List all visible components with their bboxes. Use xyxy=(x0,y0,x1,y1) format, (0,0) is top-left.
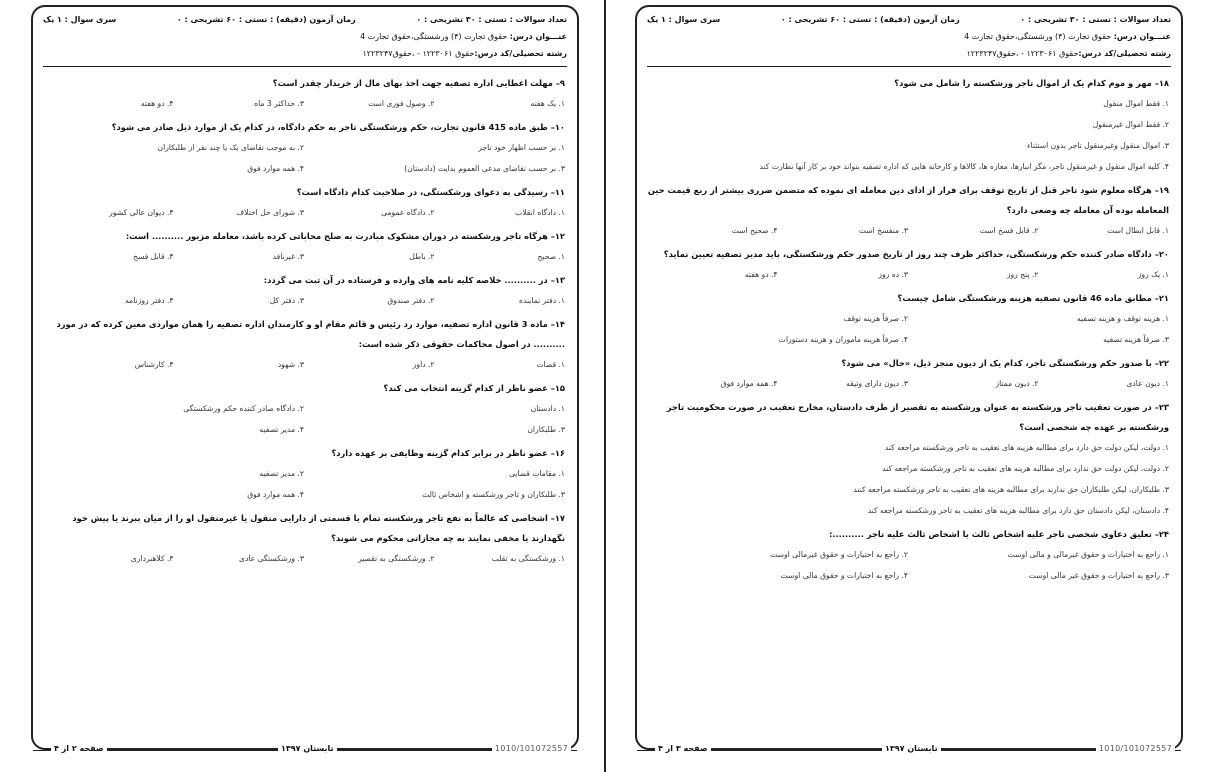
answer-option: ۲. دیون ممتاز xyxy=(995,379,1039,388)
answer-option: ۳. دیون دارای وثیقه xyxy=(846,379,908,388)
answer-option: ۴. قابل فسخ xyxy=(133,252,174,261)
answer-option: ۴. دیوان عالی کشور xyxy=(109,208,174,217)
answer-option: ۳. دفتر کل xyxy=(269,296,304,305)
exam-header xyxy=(33,7,577,67)
answer-option: ۱. فقط اموال منقول xyxy=(1103,99,1169,108)
answer-option: ۴. دو هفته xyxy=(744,270,778,279)
answer-option: ۳. طلبکاران xyxy=(527,425,565,434)
question-text: ۱۰– طبق ماده 415 قانون تجارت، حکم ورشکستگی تاجر به حکم دادگاه، در کدام یک از موارد ذیل صادر می شود؟ xyxy=(111,122,565,132)
answer-options xyxy=(647,308,1169,350)
answer-option: ۳. راجع به اختیارات و حقوق غیر مالی اوست xyxy=(1028,571,1169,580)
answer-option: ۱. دفتر نماینده xyxy=(518,296,565,305)
answer-option: ۲. قابل فسخ است xyxy=(979,226,1039,235)
course-title: حقوق تجارت (۴) ورشستگی،حقوق تجارت 4 xyxy=(360,32,508,41)
answer-options xyxy=(43,93,565,114)
answer-option: ۳. طلبکاران و تاجر ورشکسته و اشخاص ثالث xyxy=(422,490,565,499)
answer-option: ۱. قضات xyxy=(536,360,565,369)
field-code: حقوق ۱۲۲۳۰۶۱ - ،حقوق۱۲۲۳۲۴۷ xyxy=(966,49,1079,58)
answer-options xyxy=(647,544,1169,586)
answer-option: ۳. اموال منقول وغیرمنقول تاجر بدون استثناء xyxy=(1026,141,1169,150)
field-code: حقوق ۱۲۲۳۰۶۱ - ،حقوق۱۲۲۳۲۴۷ xyxy=(362,49,475,58)
answer-option: ۳. ده روز xyxy=(878,270,908,279)
answer-option: ۳. صرفاً هزینه تصفیه xyxy=(1103,335,1169,344)
answer-option: ۲. مدیر تصفیه xyxy=(259,469,304,478)
exam-page-2 xyxy=(31,5,579,753)
answer-option: ۴. همه موارد فوق xyxy=(247,164,304,173)
answer-options xyxy=(647,220,1169,241)
answer-option: ۴. راجع به اختیارات و حقوق مالی اوست xyxy=(780,571,908,580)
answer-option: ۲. راجع به اختیارات و حقوق غیرمالی اوست xyxy=(770,550,908,559)
answer-option: ۳. حداکثر 3 ماه xyxy=(254,99,304,108)
answer-option: ۲. باطل xyxy=(409,252,435,261)
answer-option: ۴. کلاهبرداری xyxy=(130,554,174,563)
answer-option: ۱. یک هفته xyxy=(530,99,565,108)
answer-options xyxy=(647,264,1169,285)
answer-options xyxy=(43,548,565,569)
exam-time: زمان آزمون (دقیقه) : تستی : ۶۰ تشریحی : ۰ xyxy=(780,15,960,24)
course-title-label: عنـــوان درس: xyxy=(1113,32,1171,41)
answer-option: ۴. کلیه اموال منقول و غیرمنقول تاجر، مگر انبارها، معازه ها، کالاها و کارخانه هایی که اداره تصفیه بتواند خود بر کار آنها نظارت کند xyxy=(759,162,1169,171)
question-text: ۱۷– اشخاصی که عالماً به نفع تاجر ورشکسته تمام یا قسمتی از دارایی منقول یا غیرمنقول او را از میان ببرند یا پیش خود نگهدارند یا مخفی نمایند به چه مجازاتی محکوم می شوند؟ xyxy=(72,513,565,543)
answer-option: ۳. شورای حل اختلاف xyxy=(236,208,304,217)
question-text: ۱۵– عضو ناظر از کدام گزینه انتخاب می کند؟ xyxy=(383,383,565,393)
question-text: ۹– مهلت اعطایی اداره تصفیه جهت اخذ بهای مال از خریدار چقدر است؟ xyxy=(272,78,565,88)
answer-option: ۱. دولت، لیکن دولت حق دارد برای مطالبه هزینه های تعقیب به تاجر ورشکسته مراجعه کند xyxy=(884,443,1169,452)
question-count: تعداد سوالات : تستی : ۳۰ تشریحی : ۰ xyxy=(416,15,567,24)
answer-options xyxy=(43,137,565,179)
answer-option: ۱. دادگاه انقلاب xyxy=(515,208,565,217)
answer-option: ۴. دو هفته xyxy=(140,99,174,108)
answer-option: ۲. صرفاً هزینه توقف xyxy=(843,314,908,323)
answer-option: ۴. همه موارد فوق xyxy=(720,379,778,388)
question-text: ۲۴– تعلیق دعاوی شخصی تاجر علیه اشخاص ثالث یا اشخاص ثالث علیه تاجر ..........: xyxy=(829,529,1169,539)
field-code-label: رشته تحصیلی/کد درس: xyxy=(1078,49,1171,58)
answer-option: ۱. راجع به اختیارات و حقوق غیرمالی و مالی اوست xyxy=(1007,550,1169,559)
question-text: ۱۳– در .......... خلاصه کلیه نامه های وارده و فرستاده در آن ثبت می گردد: xyxy=(263,275,565,285)
answer-option: ۴. صرفاً هزینه ماموران و هزینه دستورات xyxy=(778,335,908,344)
page-number: صفحه ۲ از ۴ xyxy=(51,744,107,753)
answer-option: ۳. منفسخ است xyxy=(858,226,908,235)
answer-option: ۲. دادگاه صادر کننده حکم ورشکستگی xyxy=(183,404,304,413)
answer-option: ۲. ورشکستگی به تقصیر xyxy=(358,554,435,563)
exam-code: 1010/101072557 xyxy=(1096,744,1175,753)
exam-page-3 xyxy=(635,5,1183,753)
answer-options xyxy=(647,373,1169,394)
question-text: ۱۴– ماده 3 قانون اداره تصفیه، موارد رد رئیس و قائم مقام او و کارمندان اداره تصفیه را همان مواردی معین کرده که در مورد .......... در اصول محاکمات حقوقی ذکر شده است: xyxy=(56,319,565,349)
course-title-label: عنـــوان درس: xyxy=(509,32,567,41)
answer-option: ۴. همه موارد فوق xyxy=(247,490,304,499)
question-text: ۲۱– مطابق ماده 46 قانون تصفیه هزینه ورشکستگی شامل چیست؟ xyxy=(897,293,1169,303)
answer-option: ۱. صحیح xyxy=(537,252,565,261)
question-list xyxy=(33,67,577,569)
answer-option: ۳. طلبکاران، لیکن طلبکاران حق ندارند برای مطالبه هزینه های تعقیب به تاجر ورشکسته مراجعه کنند xyxy=(853,485,1169,494)
page-footer xyxy=(33,743,577,757)
question-text: ۱۹– هرگاه معلوم شود تاجر قبل از تاریخ توقف برای فرار از ادای دین معامله ای نموده که متضمن ضرری بیشتر از ربع قیمت حین المعامله بوده آن معامله چه وضعی دارد؟ xyxy=(647,185,1169,215)
answer-options xyxy=(43,202,565,223)
answer-option: ۴. صحیح است xyxy=(731,226,778,235)
answer-options xyxy=(43,398,565,440)
answer-option: ۳. بر حسب تقاضای مدعی العموم بدایت (دادستان) xyxy=(404,164,565,173)
answer-option: ۲. دادگاه عمومی xyxy=(381,208,435,217)
course-title: حقوق تجارت (۴) ورشستگی،حقوق تجارت 4 xyxy=(964,32,1112,41)
answer-option: ۱. مقامات قضایی xyxy=(508,469,565,478)
question-text: ۱۱– رسیدگی به دعوای ورشکستگی، در صلاحیت کدام دادگاه است؟ xyxy=(296,187,565,197)
answer-option: ۴. دادستان، لیکن دادستان حق دارد برای مطالبه هزینه های تعقیب به تاجر ورشکسته مراجعه کند xyxy=(867,506,1169,515)
answer-option: ۱. دادستان xyxy=(530,404,565,413)
exam-time: زمان آزمون (دقیقه) : تستی : ۶۰ تشریحی : ۰ xyxy=(176,15,356,24)
question-text: ۱۲– هرگاه تاجر ورشکسته در دوران مشکوک مبادرت به صلح محاباتی کرده باشد، معامله مزبور .......... است: xyxy=(125,231,565,241)
question-text: ۲۳– در صورت تعقیب تاجر ورشکسته به عنوان ورشکسته به تقصیر از طرف دادستان، مخارج تعقیب در صورت محکومیت تاجر ورشکسته بر عهده چه شخصی است؟ xyxy=(666,402,1169,432)
answer-options xyxy=(647,437,1169,521)
question-text: ۱۸– مهر و موم کدام یک از اموال تاجر ورشکسته را شامل می شود؟ xyxy=(894,78,1169,88)
answer-option: ۱. قابل ابطال است xyxy=(1107,226,1169,235)
answer-option: ۳. غیرنافذ xyxy=(272,252,304,261)
answer-option: ۲. داور xyxy=(412,360,435,369)
answer-option: ۴. مدیر تصفیه xyxy=(259,425,304,434)
answer-option: ۲. دفتر صندوق xyxy=(387,296,435,305)
answer-option: ۱. دیون عادی xyxy=(1126,379,1169,388)
answer-option: ۳. شهود xyxy=(277,360,304,369)
answer-option: ۱. ورشکستگی به تقلب xyxy=(491,554,565,563)
answer-option: ۴. کارشناس xyxy=(134,360,174,369)
answer-option: ۲. فقط اموال غیرمنقول xyxy=(1092,120,1169,129)
answer-option: ۲. وصول فوری است xyxy=(368,99,435,108)
question-text: ۲۰– دادگاه صادر کننده حکم ورشکستگی، حداکثر ظرف چند روز از تاریخ صدور حکم ورشکستگی، باید مدیر تصفیه تعیین نماید؟ xyxy=(663,249,1169,259)
exam-season: تابستان ۱۳۹۷ xyxy=(882,744,941,753)
answer-options xyxy=(43,246,565,267)
answer-option: ۱. هزینه توقف و هزینه تصفیه xyxy=(1076,314,1169,323)
page-divider xyxy=(604,0,606,772)
answer-option: ۱. بر حسب اظهار خود تاجر xyxy=(478,143,565,152)
field-code-label: رشته تحصیلی/کد درس: xyxy=(474,49,567,58)
answer-option: ۴. دفتر روزنامه xyxy=(125,296,174,305)
answer-option: ۲. دولت، لیکن دولت حق ندارد برای مطالبه هزینه های تعقیب به تاجر ورشکسته مراجعه کند xyxy=(882,464,1169,473)
page-number: صفحه ۳ از ۴ xyxy=(655,744,711,753)
page-footer xyxy=(637,743,1181,757)
question-text: ۱۶– عضو ناظر در برابر کدام گزینه وظایفی بر عهده دارد؟ xyxy=(331,448,565,458)
answer-options xyxy=(647,93,1169,177)
answer-options xyxy=(43,354,565,375)
answer-option: ۳. ورشکستگی عادی xyxy=(239,554,304,563)
answer-options xyxy=(43,463,565,505)
answer-option: ۲. پنج روز xyxy=(1006,270,1039,279)
exam-header xyxy=(637,7,1181,67)
question-list xyxy=(637,67,1181,586)
question-count: تعداد سوالات : تستی : ۳۰ تشریحی : ۰ xyxy=(1020,15,1171,24)
exam-code: 1010/101072557 xyxy=(492,744,571,753)
question-series: سری سوال : ۱ یک xyxy=(647,15,721,24)
question-text: ۲۲– با صدور حکم ورشکستگی تاجر، کدام یک از دیون منجز ذیل، «حال» می شود؟ xyxy=(841,358,1169,368)
exam-season: تابستان ۱۳۹۷ xyxy=(278,744,337,753)
answer-option: ۱. یک روز xyxy=(1137,270,1169,279)
question-series: سری سوال : ۱ یک xyxy=(43,15,117,24)
answer-options xyxy=(43,290,565,311)
answer-option: ۲. به موجب تقاضای یک یا چند نفر از طلبکاران xyxy=(157,143,304,152)
